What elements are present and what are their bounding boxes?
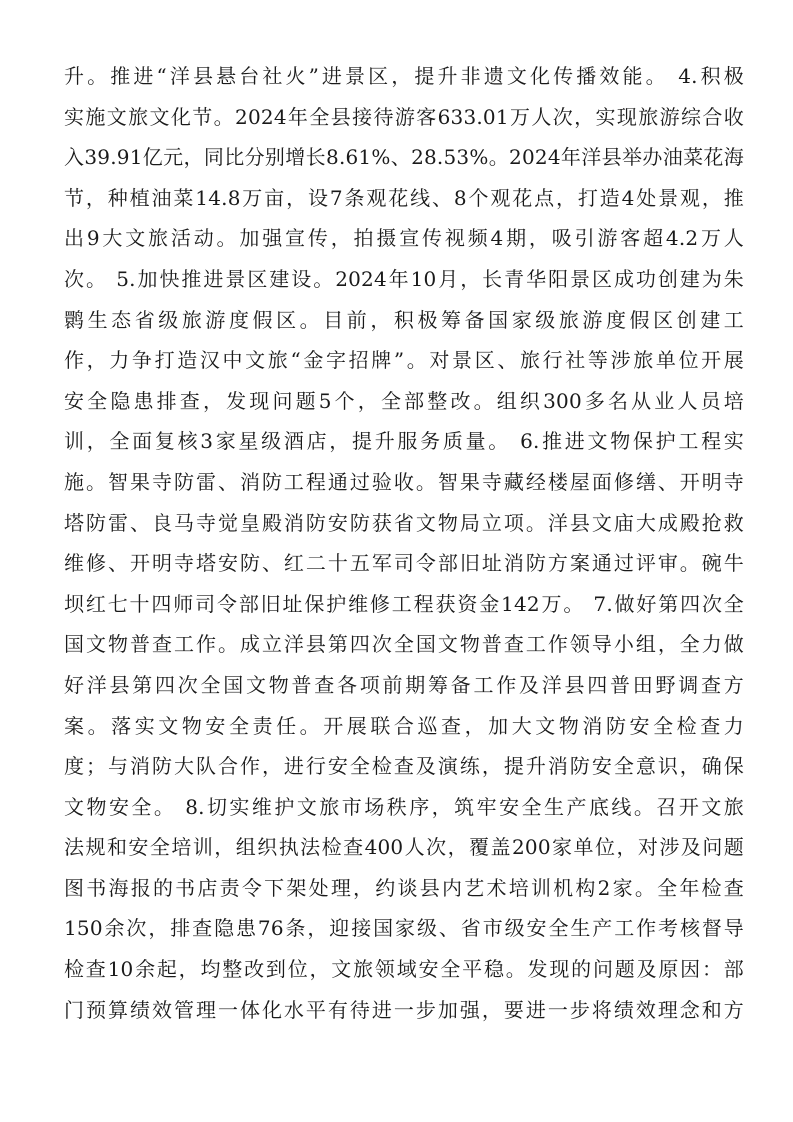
text-line: 文物安全。 8.切实维护文旅市场秩序，筑牢安全生产底线。召开文旅 [64,794,744,819]
text-line: 作，力争打造汉中文旅“金字招牌”。对景区、旅行社等涉旅单位开展 [64,348,744,373]
text-line: 好洋县第四次全国文物普查各项前期筹备工作及洋县四普田野调查方 [64,672,744,697]
text-line: 训，全面复核3家星级酒店，提升服务质量。 6.推进文物保护工程实 [64,429,744,454]
text-line: 坝红七十四师司令部旧址保护维修工程获资金142万。 7.做好第四次全 [64,591,744,616]
text-line: 次。 5.加快推进景区建设。2024年10月，长青华阳景区成功创建为朱 [64,266,744,291]
text-line: 检查10余起，均整改到位，文旅领域安全平稳。发现的问题及原因：部 [64,957,744,982]
text-line: 图书海报的书店责令下架处理，约谈县内艺术培训机构2家。全年检查 [64,875,744,900]
text-line: 150余次，排查隐患76条，迎接国家级、省市级安全生产工作考核督导 [64,916,744,941]
text-line: 国文物普查工作。成立洋县第四次全国文物普查工作领导小组，全力做 [64,632,744,657]
text-line: 入39.91亿元，同比分别增长8.61%、28.53%。2024年洋县举办油菜花海 [64,145,744,170]
text-line: 度；与消防大队合作，进行安全检查及演练，提升消防安全意识，确保 [64,754,744,779]
text-line: 节，种植油菜14.8万亩，设7条观花线、8个观花点，打造4处景观，推 [64,185,744,210]
body-text [64,56,744,1030]
text-line: 鹮生态省级旅游度假区。目前，积极筹备国家级旅游度假区创建工 [64,307,744,332]
text-line: 实施文旅文化节。2024年全县接待游客633.01万人次，实现旅游综合收 [64,104,744,129]
text-line: 维修、开明寺塔安防、红二十五军司令部旧址消防方案通过评审。碗牛 [64,551,744,576]
text-line: 塔防雷、良马寺觉皇殿消防安防获省文物局立项。洋县文庙大成殿抢救 [64,510,744,535]
text-line: 施。智果寺防雷、消防工程通过验收。智果寺藏经楼屋面修缮、开明寺 [64,469,744,494]
text-line: 出9大文旅活动。加强宣传，拍摄宣传视频4期，吸引游客超4.2万人 [64,226,744,251]
text-line: 案。落实文物安全责任。开展联合巡查，加大文物消防安全检查力 [64,713,744,738]
text-line: 门预算绩效管理一体化水平有待进一步加强，要进一步将绩效理念和方 [64,997,744,1022]
text-line: 升。推进“洋县悬台社火”进景区，提升非遗文化传播效能。 4.积极 [64,64,744,88]
text-line: 安全隐患排查，发现问题5个，全部整改。组织300多名从业人员培 [64,388,744,413]
text-line: 法规和安全培训，组织执法检查400人次，覆盖200家单位，对涉及问题 [64,835,744,860]
